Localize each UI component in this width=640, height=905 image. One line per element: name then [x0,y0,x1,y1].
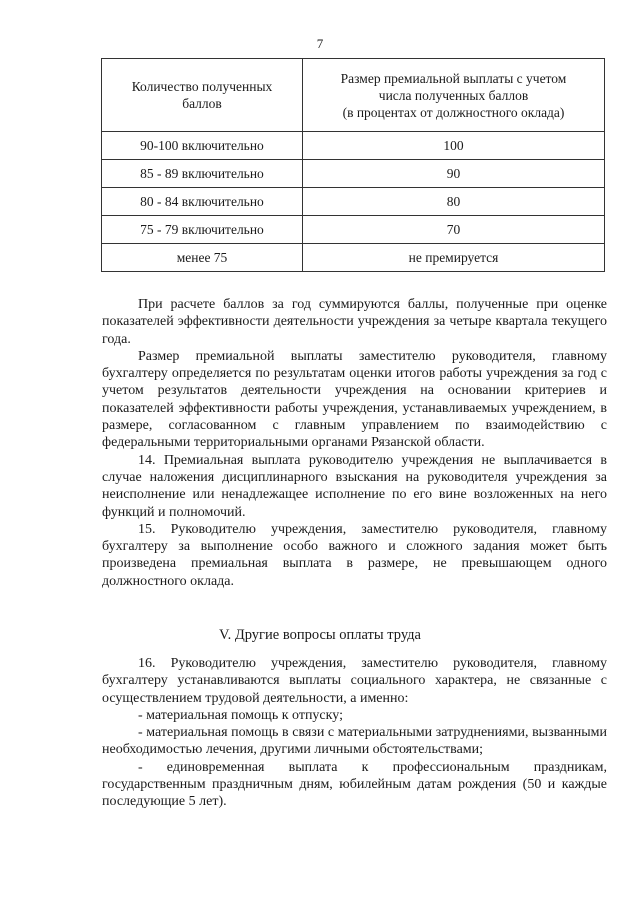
list-item: - материальная помощь к отпуску; [138,707,343,723]
score-cell: менее 75 [102,244,303,272]
score-cell: 90-100 включительно [102,132,303,160]
table-row [102,188,605,216]
bonus-score-table [101,58,605,272]
header-line: (в процентах от должностного оклада) [342,104,565,120]
header-payout-column [303,59,605,132]
paragraph: 14. Премиальная выплата руководителю учреждения не выплачивается в случае наложения дисциплинарного взыскания на руководителя учреждения за неисполнение или ненадлежащее исполнение по его вине возложенных на него функций и полномочий. [102,452,607,520]
score-cell: 75 - 79 включительно [102,216,303,244]
payout-cell: 100 [303,132,605,160]
paragraph: Размер премиальной выплаты заместителю руководителя, главному бухгалтеру определяется по результатам оценки итогов работы учреждения за год с учетом результатов деятельности учреждения на основании критериев и показателей эффективности работы учреждения, устанавливаемых учреждением, в размере, согласованном с главным управлением по взаимодействию с федеральными территориальными органами Рязанской области. [102,348,607,451]
body-text-block [102,296,607,590]
paragraph: 15. Руководителю учреждения, заместителю руководителя, главному бухгалтеру за выполнение особо важного и сложного задания может быть произведена премиальная выплата в размере, не превышающем одного должностного оклада. [102,521,607,589]
score-cell: 85 - 89 включительно [102,160,303,188]
payout-cell: 70 [303,216,605,244]
score-cell: 80 - 84 включительно [102,188,303,216]
payout-cell: 80 [303,188,605,216]
header-line: Размер премиальной выплаты с учетом [340,70,567,86]
header-line: баллов [182,96,222,111]
payout-cell: 90 [303,160,605,188]
header-line: числа полученных баллов [378,87,529,103]
header-score-column [102,59,303,132]
table-row [102,216,605,244]
header-line: Количество полученных [131,79,273,94]
paragraph: 16. Руководителю учреждения, заместителю руководителя, главному бухгалтеру устанавливаются выплаты социального характера, не связанные с осуществлением трудовой деятельности, а именно: [102,656,607,706]
list-item: - единовременная выплата к профессиональным праздникам, государственным праздничным дням, юбилейным датам рождения (50 и каждые последующие 5 лет). [102,759,607,810]
paragraph: При расчете баллов за год суммируются баллы, полученные при оценке показателей эффективности деятельности учреждения за четыре квартала текущего года. [102,297,607,347]
page-number: 7 [316,36,324,51]
section-title: V. Другие вопросы оплаты труда [219,627,421,643]
section-text-block [102,655,607,811]
table-row [102,160,605,188]
table-header-row [102,59,605,132]
payout-cell: не премируется [303,244,605,272]
table-row [102,132,605,160]
list-item: - материальная помощь в связи с материальными затруднениями, вызванными необходимостью лечения, другими личными обстоятельствами; [102,725,607,758]
table-row [102,244,605,272]
